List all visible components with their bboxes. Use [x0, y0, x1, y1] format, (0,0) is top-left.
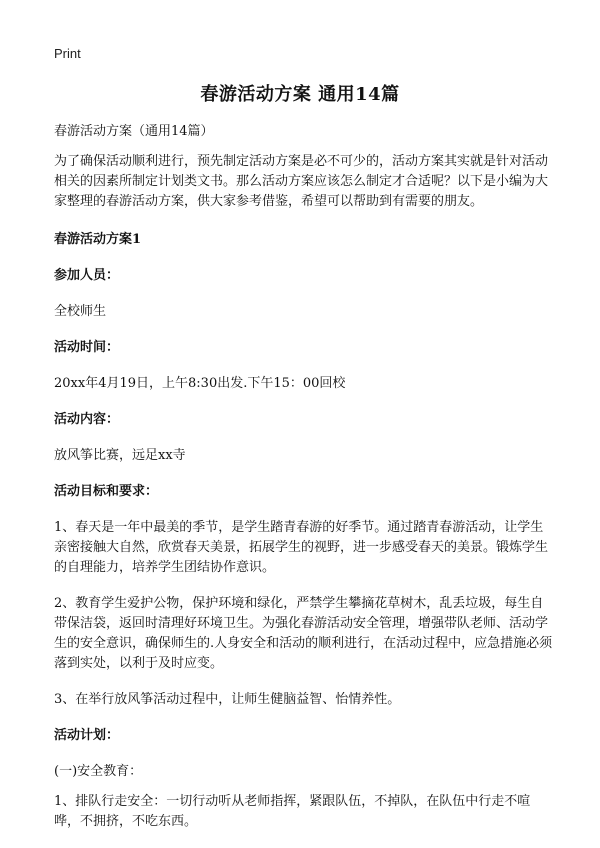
- plan-heading: 活动计划：: [54, 728, 120, 743]
- intro-paragraph: 为了确保活动顺利进行，预先制定活动方案是必不可少的，活动方案其实就是针对活动相关的因素所制定计划类文书。那么活动方案应该怎么制定才合适呢？以下是小编为大家整理的春游活动方案，供大家参考借鉴，希望可以帮助到有需要的朋友。: [54, 154, 549, 209]
- document-body: [54, 122, 554, 848]
- time-text: 20xx年4月19日，上午8:30出发.下午15：00回校: [54, 376, 346, 391]
- document-subtitle: 春游活动方案（通用14篇）: [54, 124, 214, 139]
- goals-heading: 活动目标和要求：: [54, 484, 159, 499]
- print-label: Print: [54, 46, 81, 61]
- content-text: 放风筝比赛，远足xx寺: [54, 448, 186, 463]
- document-title: 春游活动方案 通用14篇: [200, 84, 400, 105]
- safety-paragraph-1: 1、排队行走安全：一切行动听从老师指挥，紧跟队伍，不掉队，在队伍中行走不喧哗，不拥挤，不吃东西。: [54, 794, 531, 829]
- time-heading: 活动时间：: [54, 340, 120, 355]
- participants-text: 全校师生: [54, 304, 107, 319]
- content-heading: 活动内容：: [54, 412, 120, 427]
- section-title: 春游活动方案1: [54, 232, 142, 247]
- goal-paragraph-3: 3、在举行放风筝活动过程中，让师生健脑益智、怡情养性。: [54, 692, 401, 707]
- goal-paragraph-1: 1、春天是一年中最美的季节，是学生踏青春游的好季节。通过踏青春游活动，让学生亲密接触大自然，欣赏春天美景，拓展学生的视野，进一步感受春天的美景。锻炼学生的自理能力，培养学生团结协作意识。: [54, 520, 549, 575]
- safety-heading: (一)安全教育：: [54, 764, 143, 779]
- goal-paragraph-2: 2、教育学生爱护公物，保护环境和绿化，严禁学生攀摘花草树木，乱丢垃圾，每生自带保洁袋，返回时清理好环境卫生。为强化春游活动安全管理，增强带队老师、活动学生的安全意识，确保师生的.人身安全和活动的顺利进行，在活动过程中，应急措施必须落到实处，以利于及时应变。: [54, 596, 553, 671]
- participants-heading: 参加人员：: [54, 268, 120, 283]
